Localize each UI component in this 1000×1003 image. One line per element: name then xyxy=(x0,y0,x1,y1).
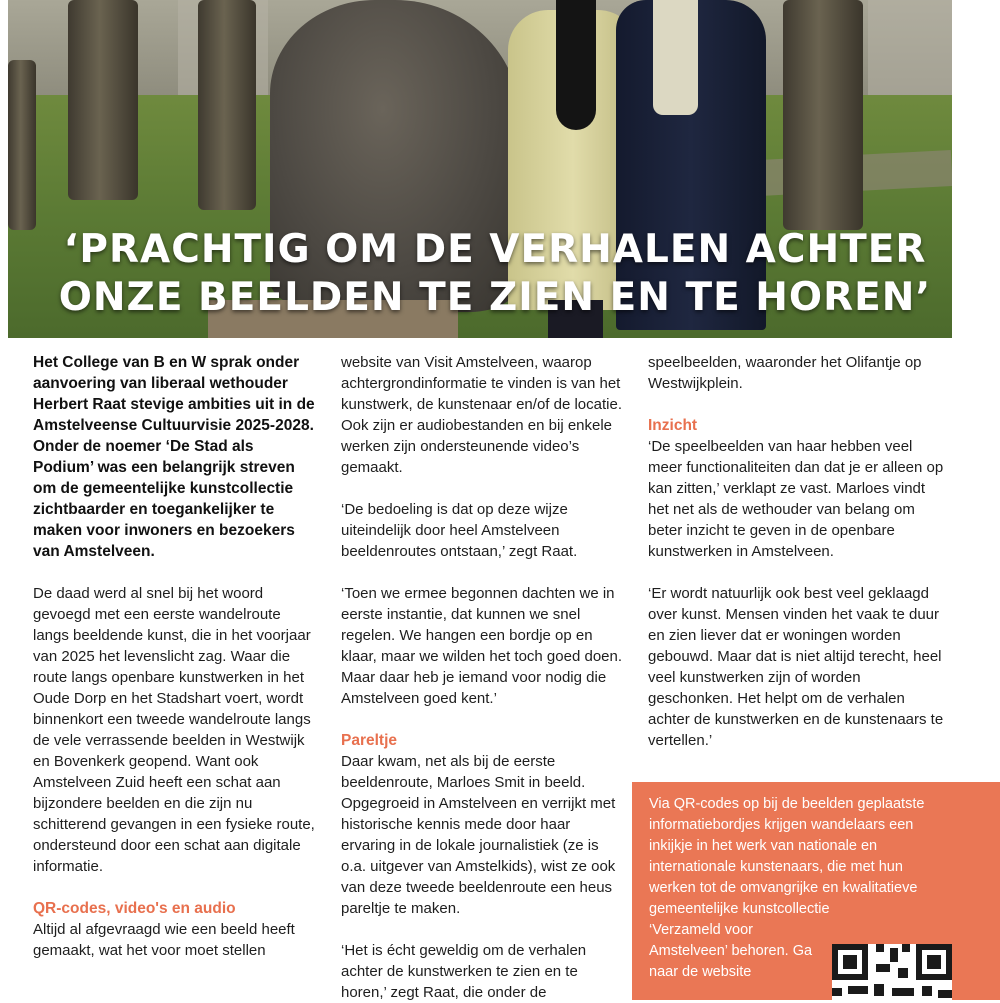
photo-sweater xyxy=(653,0,698,115)
photo-scarf xyxy=(556,0,596,130)
info-box-paragraph: ‘Verzameld voor Amstelveen’ behoren. Ga naar de website xyxy=(649,922,813,980)
qr-code-icon[interactable] xyxy=(832,944,952,1000)
headline-line-2: ONZE BEELDEN TE ZIEN EN TE HOREN’ xyxy=(58,275,932,320)
paragraph: ‘De bedoeling is dat op deze wijze uiteindelijk door heel Amstelveen beeldenroutes ontstaan,’ zegt Raat. xyxy=(341,501,578,560)
subheading-inzicht: Inzicht xyxy=(648,417,698,434)
paragraph: Altijd al afgevraagd wie een beeld heeft gemaakt, wat het voor moet stellen xyxy=(33,921,295,959)
paragraph: Daar kwam, net als bij de eerste beeldenroute, Marloes Smit in beeld. Opgegroeid in Amstelveen en verrijkt met historische kennis mede door haar ervaring in de lokale journalistiek (ze is o.a. uitgever van Amstelkids), wist ze ook van deze tweede beeldenroute een heus pareltje te maken. xyxy=(341,753,616,917)
paragraph: website van Visit Amstelveen, waarop achtergrondinformatie te vinden is van het kunstwerk, de kunstenaar en/of de locatie. Ook zijn er audiobestanden en bij enkele werken zijn ondersteunende video’s gemaakt. xyxy=(341,354,623,476)
photo-tree-trunk xyxy=(68,0,138,200)
paragraph: ‘Toen we ermee begonnen dachten we in eerste instantie, dat kunnen we snel regelen. We hangen een bordje op en klaar, maar we wilden het toch goed doen. Maar daar heb je iemand voor nodig die Amstelveen goed kent.’ xyxy=(341,585,623,707)
photo-building xyxy=(868,0,952,95)
info-box-paragraph: Via QR-codes op bij de beelden geplaatste informatiebordjes krijgen wandelaars een inkijkje in het werk van nationale en internationale kunstenaars, die met hun werken tot de omvangrijke en kwalitatieve gemeentelijke kunstcollectie xyxy=(649,796,925,917)
paragraph: De daad werd al snel bij het woord gevoegd met een eerste wandelroute langs beeldende kunst, die in het voorjaar van 2025 het levenslicht zag. Waar die route langs openbare kunstwerken in het Oude Dorp en het Stadshart voert, wordt binnenkort een tweede wandelroute langs de vele verrassende beelden in Westwijk en Bovenkerk geopend. Want ook Amstelveen Zuid heeft een schat aan bijzondere beelden en die zijn nu schitterend gevangen in een fysieke route, ondersteund door een schat aan digitale informatie. xyxy=(33,585,315,875)
subheading-qr-codes: QR-codes, video's en audio xyxy=(33,900,236,917)
photo-tree-trunk xyxy=(783,0,863,230)
subheading-pareltje: Pareltje xyxy=(341,732,398,749)
headline-line-1: ‘PRACHTIG OM DE VERHALEN ACHTER xyxy=(63,227,927,272)
info-box xyxy=(632,782,1000,1000)
article-column-2 xyxy=(341,352,626,1003)
paragraph: speelbeelden, waaronder het Olifantje op Westwijkplein. xyxy=(648,354,922,392)
article-column-1 xyxy=(33,352,318,961)
photo-tree-trunk xyxy=(8,60,36,230)
article-column-3 xyxy=(648,352,948,751)
article-lead: Het College van B en W sprak onder aanvoering van liberaal wethouder Herbert Raat stevige ambities uit in de Amstelveense Cultuurvisie 2025-2028. Onder de noemer ‘De Stad als Podium’ was een belangrijk streven om de gemeentelijke kunstcollectie zichtbaarder en toegankelijker te maken voor inwoners en bezoekers van Amstelveen. xyxy=(33,354,315,560)
article-headline xyxy=(30,226,960,322)
paragraph: ‘De speelbeelden van haar hebben veel meer functionaliteiten dan dat je er alleen op kan zitten,’ verklapt ze vast. Marloes vindt het net als de wethouder van belang om beter inzicht te geven in de openbare kunstwerken in Amstelveen. xyxy=(648,438,944,560)
paragraph: ‘Het is écht geweldig om de verhalen achter de kunstwerken te zien en te horen,’ zegt Raat, die onder de xyxy=(341,942,587,1001)
photo-tree-trunk xyxy=(198,0,256,210)
paragraph: ‘Er wordt natuurlijk ook best veel geklaagd over kunst. Mensen vinden het vaak te duur en zien liever dat er woningen worden gebouwd. Maar dat is niet altijd terecht, heel veel kunstwerken zijn of worden geschonken. Het helpt om de verhalen achter de kunstwerken en de kunstenaars te vertellen.’ xyxy=(648,585,944,749)
